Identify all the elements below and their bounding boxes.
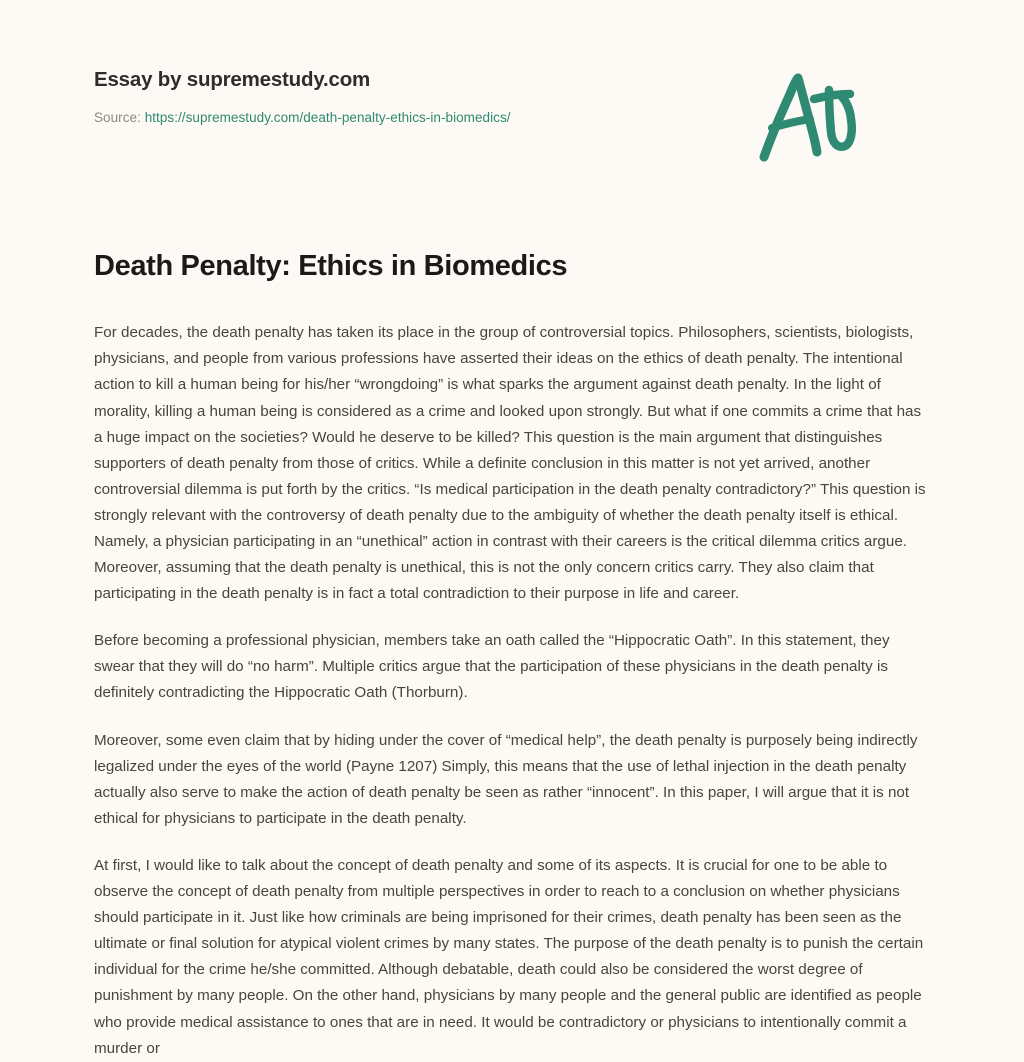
aplus-logo-icon[interactable] <box>750 66 862 166</box>
page-title: Death Penalty: Ethics in Biomedics <box>94 250 568 282</box>
source-label: Source: <box>94 109 141 125</box>
paragraph: For decades, the death penalty has taken its place in the group of controversial topics. Philosophers, scientists, biologists, physicians, and people from various professions have asserted their ideas on the ethics of death penalty. The intentional action to kill a human being for his/her “wrongdoing” is what sparks the argument against death penalty. In the light of morality, killing a human being is considered as a crime and looked upon strongly. But what if one commits a crime that has a huge impact on the societies? Would he deserve to be killed? This question is the main argument that distinguishes supporters of death penalty from those of critics. While a definite conclusion in this matter is not yet arrived, another controversial dilemma is put forth by the critics. “Is medical participation in the death penalty contradictory?” This question is strongly relevant with the controversy of death penalty due to the ambiguity of whether the death penalty itself is ethical. Namely, a physician participating in an “unethical” action in contrast with their careers is the critical dilemma critics argue. Moreover, assuming that the death penalty is unethical, this is not the only concern critics carry. They also claim that participating in the death penalty is in fact a total contradiction to their purpose in life and career. <box>94 324 926 603</box>
article <box>94 120 930 1062</box>
paragraph: At first, I would like to talk about the concept of death penalty and some of its aspects. It is crucial for one to be able to observe the concept of death penalty from multiple perspectives in order to reach to a conclusion on whether physicians should participate in it. Just like how criminals are being imprisoned for their crimes, death penalty has been seen as the ultimate or final solution for atypical violent crimes by many states. The purpose of the death penalty is to punish the certain individual for the crime he/she committed. Although debatable, death could also be considered the worst degree of punishment by many people. On the other hand, physicians by many people and the general public are identified as people who provide medical assistance to ones that are in need. It would be contradictory or physicians to intentionally commit a murder or <box>94 856 924 1057</box>
article-body <box>94 320 930 1061</box>
page-header <box>94 0 930 125</box>
byline: Essay by supremestudy.com <box>94 68 371 91</box>
paragraph: Before becoming a professional physician, members take an oath called the “Hippocratic Oath”. In this statement, they swear that they will do “no harm”. Multiple critics argue that the participation of these physicians in the death penalty is definitely contradicting the Hippocratic Oath (Thorburn). <box>94 632 890 702</box>
paragraph: Moreover, some even claim that by hiding under the cover of “medical help”, the death penalty is purposely being indirectly legalized under the eyes of the world (Payne 1207) Simply, this means that the use of lethal injection in the death penalty actually also serve to make the action of death penalty be seen as rather “innocent”. In this paper, I will argue that it is not ethical for physicians to participate in the death penalty. <box>94 731 918 827</box>
source-link[interactable]: https://supremestudy.com/death-penalty-ethics-in-biomedics/ <box>144 109 511 125</box>
